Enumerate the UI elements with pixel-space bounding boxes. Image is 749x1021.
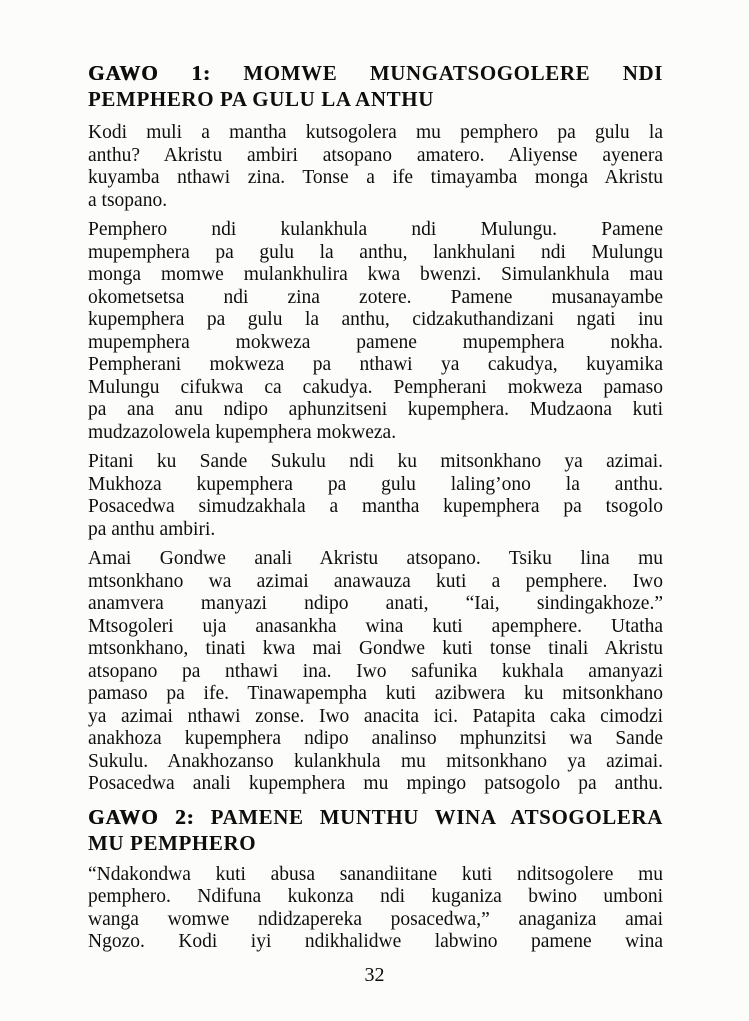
text-line: Ngozo. Kodi iyi ndikhalidwe labwino pamene wina (88, 931, 663, 952)
section-gawo-1 (88, 60, 663, 796)
text-line: anamvera manyazi ndipo anati, “Iai, sindingakhoze.” (88, 593, 663, 614)
text-line: monga momwe mulankhulira kwa bwenzi. Simulankhula mau (88, 264, 663, 285)
text-line: anakhoza kupemphera ndipo analinso mphunzitsi wa Sande (88, 728, 663, 749)
section-2-number: GAWO 2: (88, 804, 195, 829)
text-line: Kodi muli a mantha kutsogolera mu pemphero pa gulu la (88, 122, 663, 143)
text-line: Pemphero ndi kulankhula ndi Mulungu. Pamene (88, 219, 663, 240)
heading-line (88, 804, 663, 830)
text-line: ya azimai nthawi zonse. Iwo anacita ici. Patapita caka cimodzi (88, 705, 663, 727)
text-line: Mulungu cifukwa ca cakudya. Pempherani mokweza pamaso (88, 376, 663, 398)
text-line: mupemphera pa gulu la anthu, lankhulani ndi Mulungu (88, 241, 663, 263)
text-line: mudzazolowela kupemphera mokweza. (88, 421, 397, 443)
paragraph-2 (88, 219, 663, 444)
section-1-heading (88, 60, 663, 112)
text-line: Pitani ku Sande Sukulu ndi ku mitsonkhano ya azimai. (88, 451, 663, 472)
text-line: pa ana anu ndipo aphunzitseni kupemphera. Mudzaona kuti (88, 399, 663, 420)
text-line: mtsonkhano wa azimai anawauza kuti a pemphere. Iwo (88, 570, 663, 592)
paragraph-1 (88, 122, 663, 212)
section-1-title-part-1: MOMWE MUNGATSOGOLERE NDI (210, 61, 663, 85)
paragraph-3 (88, 451, 663, 541)
text-line: atsopano pa nthawi ina. Iwo safunika kukhala amanyazi (88, 660, 663, 682)
section-2-title-part-1: PAMENE MUNTHU WINA ATSOGOLERA (194, 804, 664, 829)
text-line: okometsetsa ndi zina zotere. Pamene musanayambe (88, 286, 663, 308)
paragraph-5 (88, 864, 663, 954)
text-line: Pempherani mokweza pa nthawi ya cakudya, kuyamika (88, 354, 663, 375)
section-gawo-2 (88, 804, 663, 954)
text-line: mupemphera mokweza pamene mupemphera nokha. (88, 331, 663, 353)
page-content (88, 60, 663, 954)
page-number: 32 (364, 964, 385, 986)
section-2-heading (88, 804, 663, 856)
paragraph-4 (88, 548, 663, 796)
text-line: mtsonkhano, tinati kwa mai Gondwe kuti tonse tinali Akristu (88, 638, 663, 659)
text-line: kupemphera pa gulu la anthu, cidzakuthandizani ngati inu (88, 309, 663, 330)
text-line: pa anthu ambiri. (88, 518, 216, 540)
text-line: “Ndakondwa kuti abusa sanandiitane kuti nditsogolere mu (88, 863, 663, 885)
heading-line (88, 60, 663, 86)
text-line: a tsopano. (88, 189, 168, 211)
text-line: anthu? Akristu ambiri atsopano amatero. Aliyense ayenera (88, 144, 663, 166)
heading-line: PEMPHERO PA GULU LA ANTHU (88, 87, 434, 111)
text-line: Amai Gondwe anali Akristu atsopano. Tsiku lina mu (88, 548, 663, 569)
text-line: Posacedwa anali kupemphera mu mpingo patsogolo pa anthu. (88, 773, 663, 794)
text-line: pamaso pa ife. Tinawapempha kuti azibwera ku mitsonkhano (88, 683, 663, 704)
text-line: wanga womwe ndidzapereka posacedwa,” anaganiza amai (88, 908, 663, 930)
text-line: pemphero. Ndifuna kukonza ndi kuganiza bwino umboni (88, 886, 663, 907)
text-line: Sukulu. Anakhozanso kulankhula mu mitsonkhano ya azimai. (88, 750, 663, 772)
text-line: kuyamba nthawi zina. Tonse a ife timayamba monga Akristu (88, 167, 663, 188)
text-line: Posacedwa simudzakhala a mantha kupemphera pa tsogolo (88, 496, 663, 517)
text-line: Mukhoza kupemphera pa gulu laling’ono la anthu. (88, 473, 663, 495)
heading-line: MU PEMPHERO (88, 830, 257, 855)
section-1-number: GAWO 1: (88, 61, 211, 85)
text-line: Mtsogoleri uja anasankha wina kuti apemphere. Utatha (88, 615, 663, 637)
